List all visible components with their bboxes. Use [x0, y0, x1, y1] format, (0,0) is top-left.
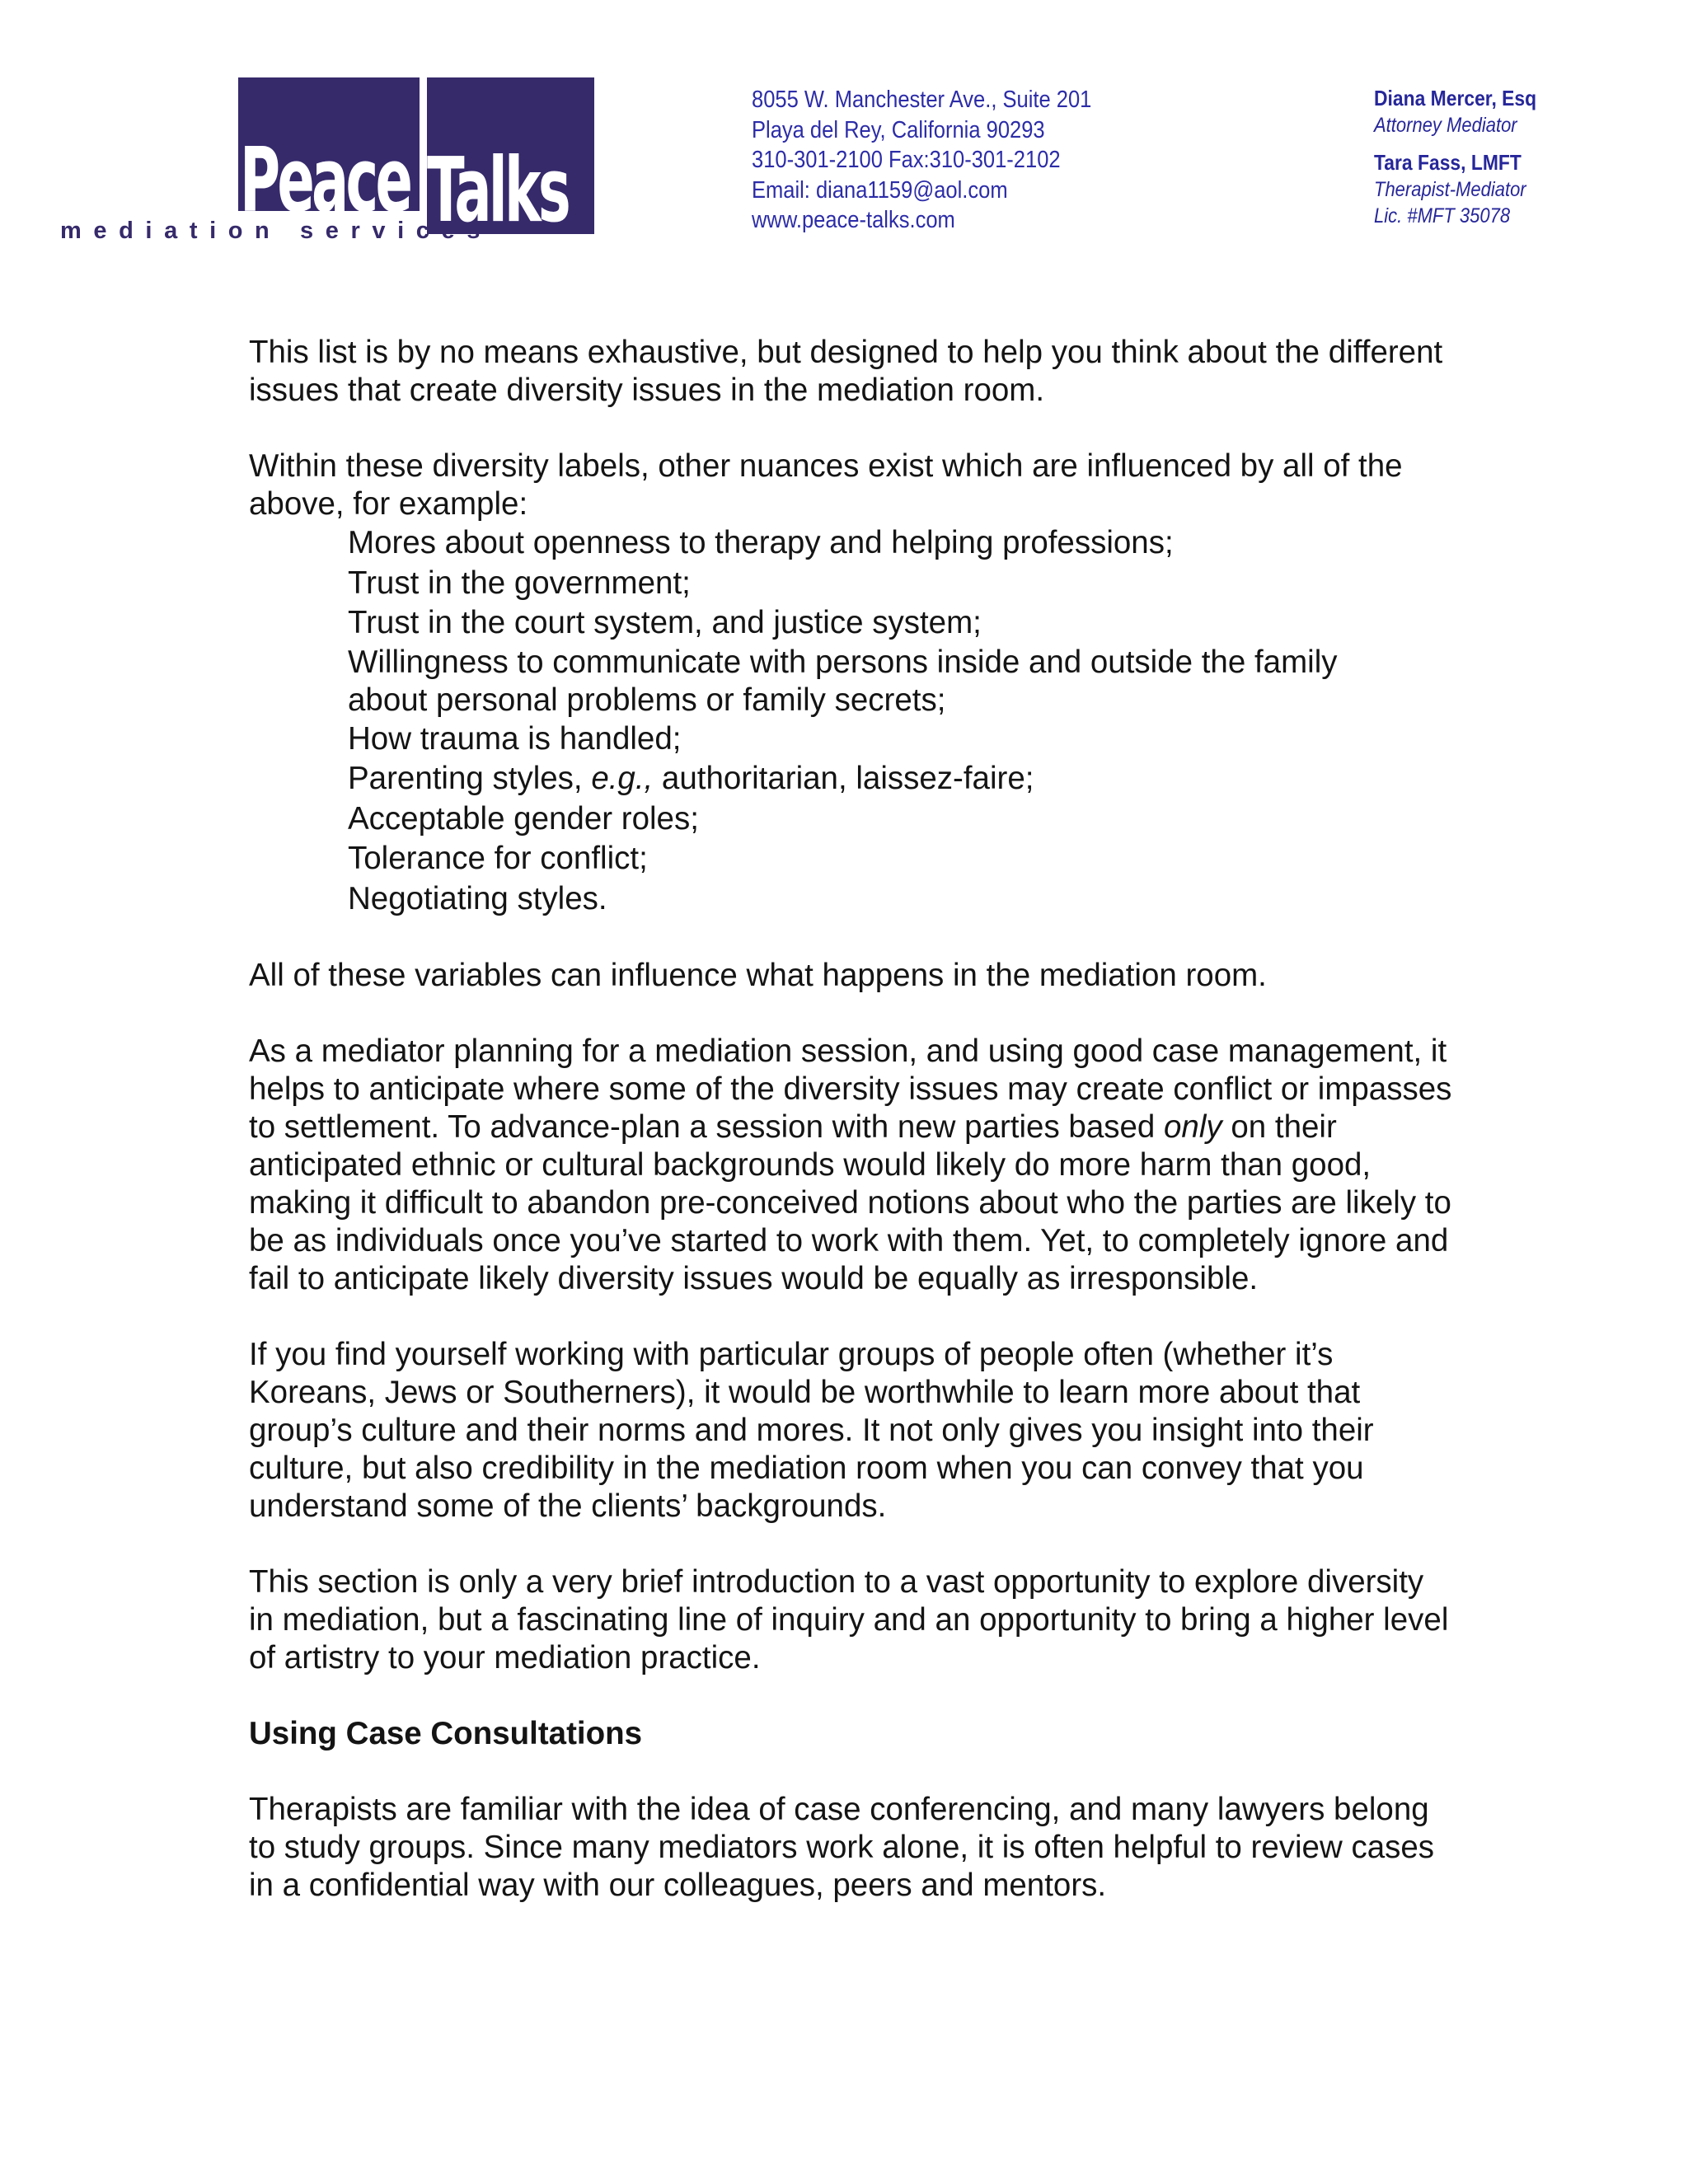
list-item: Trust in the court system, and justice system; [348, 605, 982, 640]
address-line-phone: 310-301-2100 Fax:310-301-2102 [752, 147, 1061, 173]
list-item: Acceptable gender roles; [348, 800, 699, 837]
paragraph-variables: All of these variables can influence what happens in the mediation room. [249, 958, 1267, 993]
staff-name-diana: Diana Mercer, Esq [1374, 86, 1537, 110]
section-heading: Using Case Consultations [249, 1716, 643, 1751]
staff-name-tara: Tara Fass, LMFT [1374, 150, 1522, 175]
paragraph-planning-post: on their anticipated ethnic or cultural backgrounds would likely do more harm than good, making it difficult to abandon pre-conceived notions about who the parties are likely to be as individuals once you’ve started to work with them. Yet, to completely ignore and fail to anticipate likely diversity issues would be equally as irresponsible. [249, 1109, 1451, 1296]
list-item-line2: about personal problems or family secrets; [348, 682, 946, 718]
paragraph-section-summary: This section is only a very brief introduction to a vast opportunity to explore diversity in mediation, but a fascinating line of inquiry and an opportunity to bring a higher level of artistry to your mediation practice. [249, 1564, 1449, 1675]
logo-word-peace: Peace [240, 129, 410, 232]
list-item-post: authoritarian, laissez-faire; [653, 761, 1034, 796]
list-item-line1: Willingness to communicate with persons inside and outside the family [348, 644, 1338, 680]
list-item: Tolerance for conflict; [348, 841, 648, 876]
paragraph-intro: This list is by no means exhaustive, but designed to help you think about the different issues that create diversity issues in the mediation room. [249, 335, 1443, 408]
contact-address-block [752, 85, 1143, 236]
paragraph-groups: If you find yourself working with particular groups of people often (whether it’s Koreans, Jews or Southerners), it would be worthwhile to learn more about that group’s culture and their norms and mores. It not only gives you insight into their culture, but also credibility in the mediation room when you can convey that you understand some of the clients’ backgrounds. [249, 1337, 1374, 1524]
staff-role-diana: Attorney Mediator [1374, 114, 1517, 137]
staff-license-tara: Lic. #MFT 35078 [1374, 204, 1511, 227]
list-item [348, 644, 1452, 719]
list-item: How trauma is handled; [348, 720, 682, 757]
document-body [249, 334, 1452, 1943]
logo-word-talks-text: Talks [427, 139, 568, 242]
paragraph-planning-emphasis: only [1164, 1109, 1222, 1145]
logo-dot: . [567, 139, 586, 242]
list-item-emphasis: e.g., [591, 761, 654, 796]
staff-block [1374, 85, 1635, 229]
peacetalks-logo [56, 76, 600, 249]
address-line-email[interactable]: Email: diana1159@aol.com [752, 176, 1008, 204]
paragraph-planning [249, 1033, 1452, 1298]
nuance-list [249, 523, 1452, 919]
paragraph-planning-pre: As a mediator planning for a mediation session, and using good case management, it helps to anticipate where some of the diversity issues may create conflict or impasses to settlement. To advance-plan a session with new parties based [249, 1033, 1452, 1145]
paragraph-nuances: Within these diversity labels, other nuances exist which are influenced by all of the above, for example: [249, 448, 1403, 522]
address-line-website[interactable]: www.peace-talks.com [752, 207, 955, 233]
list-item-pre: Parenting styles, [348, 761, 592, 796]
list-item [348, 759, 1452, 799]
address-line-city: Playa del Rey, California 90293 [752, 116, 1045, 143]
paragraph-case-consultations: Therapists are familiar with the idea of case conferencing, and many lawyers belong to study groups. Since many mediators work alone, it is often helpful to review cases in a confidential way with our colleagues, peers and mentors. [249, 1792, 1435, 1903]
logo-tagline: mediation services [60, 218, 492, 244]
list-item: Trust in the government; [348, 565, 691, 601]
list-item: Negotiating styles. [348, 880, 607, 916]
list-item: Mores about openness to therapy and helping professions; [348, 525, 1174, 560]
address-line-street: 8055 W. Manchester Ave., Suite 201 [752, 87, 1092, 113]
staff-role-tara: Therapist-Mediator [1374, 178, 1526, 201]
